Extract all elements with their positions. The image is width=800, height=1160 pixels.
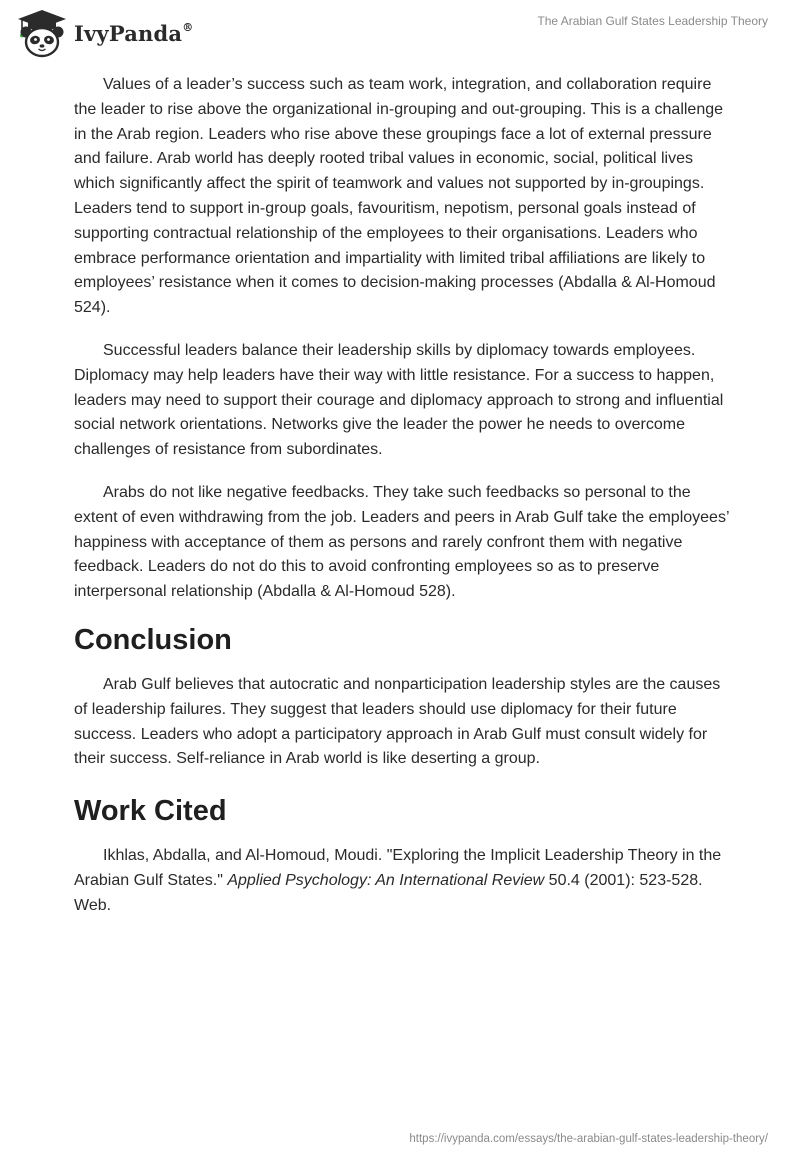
- citation-authors: Ikhlas, Abdalla, and Al-Homoud, Moudi.: [103, 847, 387, 865]
- citation-journal: Applied Psychology: An International Review: [227, 871, 545, 889]
- brand-name: IvyPanda®: [74, 20, 194, 46]
- citation-entry: [74, 844, 730, 918]
- essay-content: [74, 73, 730, 937]
- conclusion-paragraph: Arab Gulf believes that autocratic and nonparticipation leadership styles are the causes of leadership failures. They suggest that leaders should use diplomacy for their future success. Leaders who adopt a participatory approach in Arab Gulf must consult widely for their success. Self-reliance in Arab world is like deserting a group.: [74, 675, 721, 768]
- body-paragraph-1: Values of a leader’s success such as team work, integration, and collaboration require the leader to rise above the organizational in-grouping and out-grouping. This is a challenge in the Arab region. Leaders who rise above these groupings face a lot of external pressure and failure. Arab world has deeply rooted tribal values in economic, social, political lives which significantly affect the spirit of teamwork and values not supported by in-groupings. Leaders tend to support in-group goals, favouritism, nepotism, personal goals instead of supporting contractual relationship of the employees to their organisations. Leaders who embrace performance orientation and impartiality with limited tribal affiliations are likely to employees’ resistance when it comes to decision-making processes (Abdalla & Al-Homoud 524).: [74, 76, 724, 317]
- registered-mark: ®: [182, 20, 194, 34]
- citation-details: 50.4 (2001): 523-528. Web.: [74, 871, 703, 914]
- conclusion-heading: Conclusion: [74, 623, 232, 656]
- source-url[interactable]: https://ivypanda.com/essays/the-arabian-gulf-states-leadership-theory/: [409, 1133, 768, 1145]
- brand-logo[interactable]: [14, 8, 193, 58]
- panda-graduate-icon: [14, 8, 70, 58]
- citation-title: "Exploring the Implicit Leadership Theory in the Arabian Gulf States.": [74, 847, 722, 889]
- work-cited-heading: Work Cited: [74, 795, 227, 828]
- body-paragraph-2: Successful leaders balance their leadership skills by diplomacy towards employees. Diplomacy may help leaders have their way with little resistance. For a success to happen, leaders may need to support their courage and diplomacy approach to strong and influential social network orientations. Networks give the leader the power he needs to overcome challenges of resistance from subordinates.: [74, 341, 724, 459]
- body-paragraph-3: Arabs do not like negative feedbacks. They take such feedbacks so personal to the extent of even withdrawing from the job. Leaders and peers in Arab Gulf take the employees’ happiness with acceptance of them as persons and rarely confront them with negative feedback. Leaders do not do this to avoid confronting employees so as to preserve interpersonal relationship (Abdalla & Al-Homoud 528).: [74, 483, 729, 601]
- page-header: [0, 0, 800, 66]
- document-title: The Arabian Gulf States Leadership Theory: [537, 14, 768, 28]
